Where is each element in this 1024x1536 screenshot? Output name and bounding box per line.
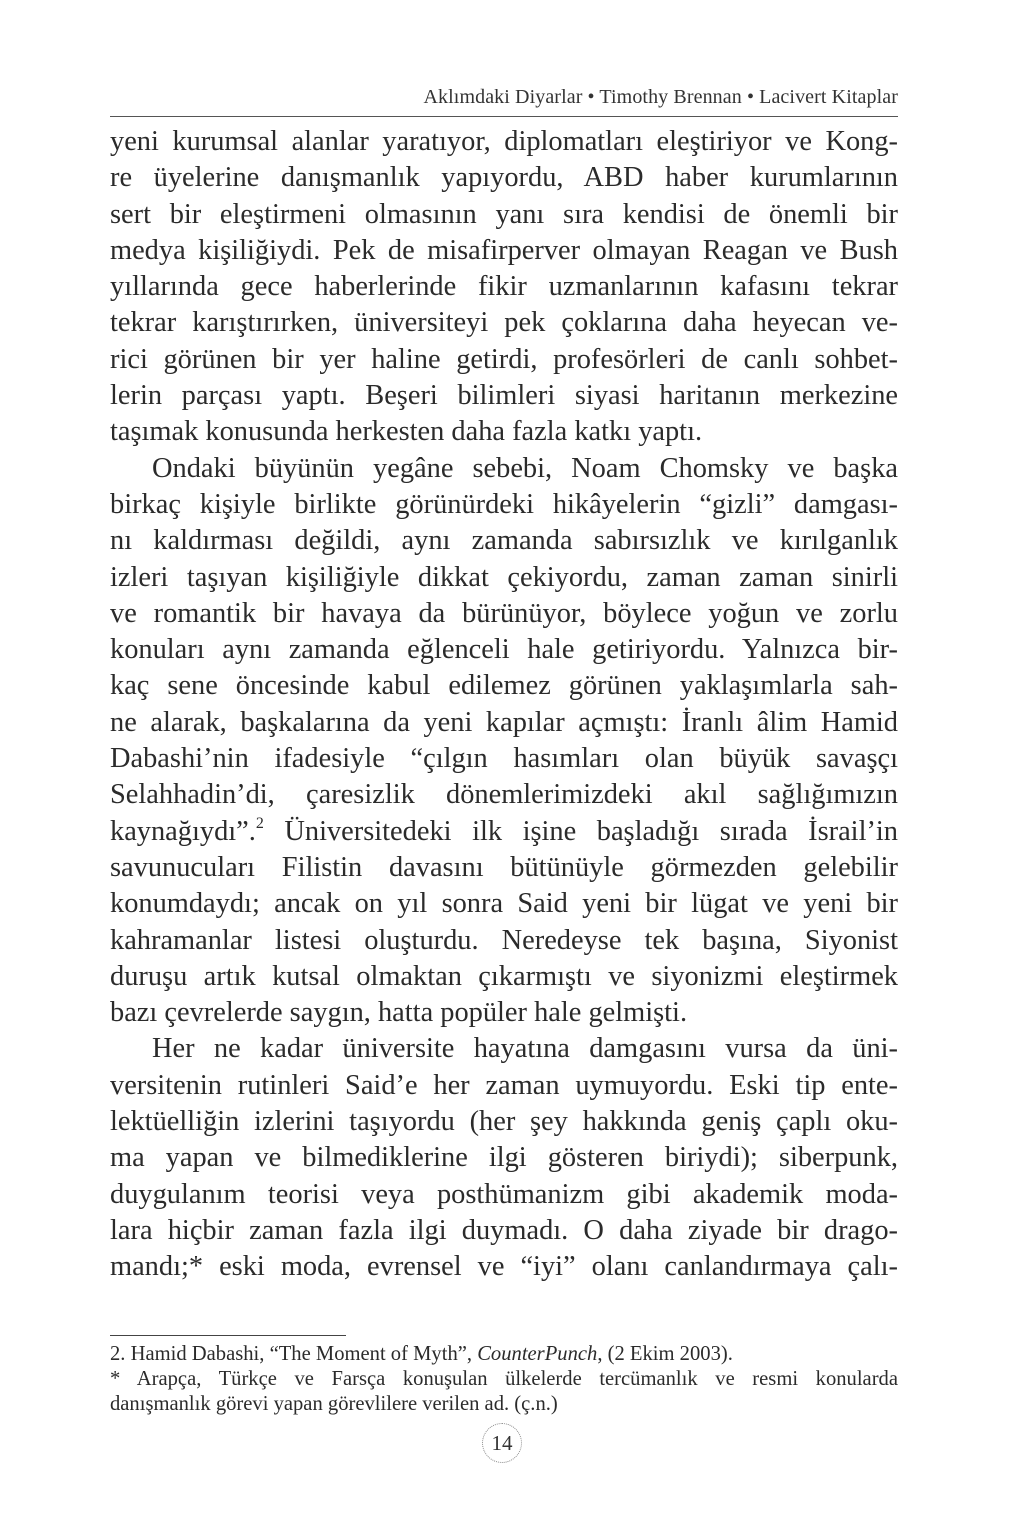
- text-fragment: kaynağıydı”.: [110, 815, 256, 847]
- footnote-text: , (2 Ekim 2003).: [597, 1343, 733, 1365]
- text-line: birkaç kişiyle birlikte görünürdeki hikâyelerin “gizli” damgası-: [110, 488, 898, 520]
- text-line: nı kaldırması değildi, aynı zamanda sabırsızlık ve kırılganlık: [110, 525, 898, 557]
- text-line: lara hiçbir zaman fazla ilgi duymadı. O daha ziyade bir drago-: [110, 1214, 898, 1246]
- text-line: rici görünen bir yer haline getirdi, profesörleri de canlı sohbet-: [110, 343, 898, 375]
- text-line: Selahhadin’di, çaresizlik dönemlerimizdeki akıl sağlığımızın: [110, 779, 898, 811]
- text-line: Dabashi’nin ifadesiyle “çılgın hasımları olan büyük savaşçı: [110, 743, 898, 775]
- footnotes: [110, 1342, 898, 1417]
- text-line: tekrar karıştırırken, üniversiteyi pek çoklarına daha heyecan ve-: [110, 307, 898, 339]
- running-head: Aklımdaki Diyarlar • Timothy Brennan • Lacivert Kitaplar: [423, 86, 898, 108]
- footnote-star: danışmanlık görevi yapan görevlilere verilen ad. (ç.n.): [110, 1393, 558, 1415]
- text-line: duygulanım teorisi veya posthümanizm gibi akademik moda-: [110, 1178, 898, 1210]
- text-line: versitenin rutinleri Said’e her zaman uymuyordu. Eski tip ente-: [110, 1069, 898, 1101]
- text-line: konumdaydı; ancak on yıl sonra Said yeni bir lügat ve yeni bir: [110, 888, 898, 920]
- footnote-source-title: CounterPunch: [477, 1343, 598, 1365]
- body-text: [110, 124, 898, 1286]
- text-line: savunucuları Filistin davasını bütünüyle görmezden gelebilir: [110, 851, 898, 883]
- page-number: 14: [482, 1423, 522, 1463]
- text-line: yeni kurumsal alanlar yaratıyor, diplomatları eleştiriyor ve Kong-: [110, 126, 898, 157]
- text-line: izleri taşıyan kişiliğiyle dikkat çekiyordu, zaman zaman sinirli: [110, 561, 898, 593]
- text-line: mandı;* eski moda, evrensel ve “iyi” olanı canlandırmaya çalı-: [110, 1251, 898, 1283]
- text-line: ne alarak, başkalarına da yeni kapılar açmıştı: İranlı âlim Hamid: [110, 706, 898, 738]
- text-line: lektüelliğin izlerini taşıyordu (her şey hakkında geniş çaplı oku-: [110, 1106, 898, 1138]
- footnote-text: 2. Hamid Dabashi, “The Moment of Myth”,: [110, 1343, 478, 1365]
- footnote-2: [110, 1342, 898, 1367]
- paragraph-3: [110, 1031, 898, 1285]
- text-line: lerin parçası yaptı. Beşeri bilimleri siyasi haritanın merkezine: [110, 380, 898, 412]
- text-line: konuları aynı zamanda eğlenceli hale getiriyordu. Yalnızca bir-: [110, 634, 898, 666]
- text-line: Her ne kadar üniversite hayatına damgasını vursa da üni-: [152, 1033, 898, 1065]
- header-rule: [110, 116, 898, 117]
- paragraph-1: [110, 124, 898, 451]
- text-line: ma yapan ve bilmediklerine ilgi gösteren biriydi); siberpunk,: [110, 1142, 898, 1174]
- text-line: bazı çevrelerde saygın, hatta popüler hale gelmişti.: [110, 997, 688, 1029]
- footnote-rule: [110, 1335, 346, 1336]
- text-line: yıllarında gece haberlerinde fikir uzmanlarının kafasını tekrar: [110, 271, 898, 303]
- text-line: kahramanlar listesi oluşturdu. Neredeyse tek başına, Siyonist: [110, 924, 898, 956]
- text-line: duruşu artık kutsal olmaktan çıkarmıştı ve siyonizmi eleştirmek: [110, 960, 898, 992]
- text-line: medya kişiliğiydi. Pek de misafirperver olmayan Reagan ve Bush: [110, 234, 898, 266]
- text-line: taşımak konusunda herkesten daha fazla katkı yaptı.: [110, 416, 703, 448]
- footnote-ref-2[interactable]: 2: [255, 814, 264, 832]
- footnote-star: * Arapça, Türkçe ve Farsça konuşulan ülkelerde tercümanlık ve resmi konularda: [110, 1368, 898, 1390]
- text-line: re üyelerine danışmanlık yapıyordu, ABD haber kurumlarının: [110, 162, 898, 194]
- text-line: Ondaki büyünün yegâne sebebi, Noam Chomsky ve başka: [152, 452, 898, 484]
- text-line-with-footnote-ref: [110, 814, 898, 850]
- text-line: ve romantik bir havaya da bürünüyor, böylece yoğun ve zorlu: [110, 597, 898, 629]
- text-fragment: Üniversitedeki ilk işine başladığı sırada İsrail’in: [263, 815, 898, 847]
- text-line: kaç sene öncesinde kabul edilemez görünen yaklaşımlarla sah-: [110, 670, 898, 702]
- paragraph-2: [110, 451, 898, 1032]
- text-line: sert bir eleştirmeni olmasının yanı sıra kendisi de önemli bir: [110, 198, 898, 230]
